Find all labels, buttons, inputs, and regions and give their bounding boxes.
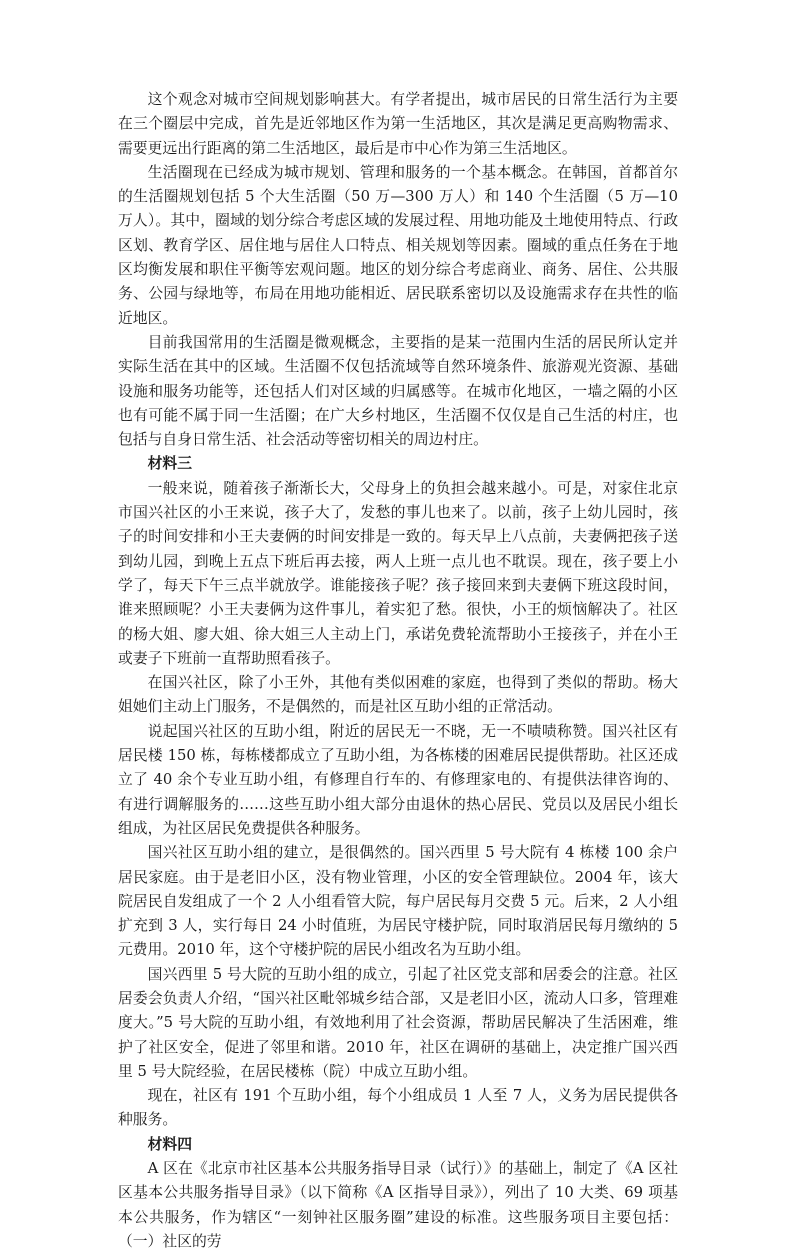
paragraph: 一般来说，随着孩子渐渐长大，父母身上的负担会越来越小。可是，对家住北京市国兴社区的小王来说，孩子大了，发愁的事儿也来了。以前，孩子上幼儿园时，孩子的时间安排和小王夫妻俩的时间安排是一致的。每天早上八点前，夫妻俩把孩子送到幼儿园，到晚上五点下班后再去接，两人上班一点儿也不耽误。现在，孩子要上小学了，每天下午三点半就放学。谁能接孩子呢？孩子接回来到夫妻俩下班这段时间，谁来照顾呢？小王夫妻俩为这件事儿，着实犯了愁。很快，小王的烦恼解决了。社区的杨大姐、廖大姐、徐大姐三人主动上门，承诺免费轮流帮助小王接孩子，并在小王或妻子下班前一直帮助照看孩子。 [118,479,678,667]
paragraph: 国兴西里 5 号大院的互助小组的成立，引起了社区党支部和居委会的注意。社区居委会负责人介绍，“国兴社区毗邻城乡结合部，又是老旧小区，流动人口多，管理难度大。”5 号大院的互助小组，有效地利用了社会资源，帮助居民解决了生活困难，维护了社区安全，促进了邻里和谐。2010 年，社区在调研的基础上，决定推广国兴西里 5 号大院经验，在居民楼栋（院）中成立互助小组。 [118,965,678,1080]
paragraph: 目前我国常用的生活圈是微观概念，主要指的是某一范围内生活的居民所认定并实际生活在其中的区域。生活圈不仅包括流域等自然环境条件、旅游观光资源、基础设施和服务功能等，还包括人们对区域的归属感等。在城市化地区，一墙之隔的小区也有可能不属于同一生活圈；在广大乡村地区，生活圈不仅仅是自己生活的村庄，也包括与自身日常生活、社会活动等密切相关的周边村庄。 [118,333,678,449]
section-heading-material-3: 材料三 [147,455,192,473]
paragraph: A 区在《北京市社区基本公共服务指导目录（试行）》的基础上，制定了《A 区社区基本公共服务指导目录》（以下简称《A 区指导目录》），列出了 10 大类、69 项基本公共服务，作为辖区“一刻钟社区服务圈”建设的标准。这些服务项目主要包括：（一）社区的劳 [118,1160,678,1250]
section-heading-material-4: 材料四 [147,1135,192,1153]
paragraph: 这个观念对城市空间规划影响甚大。有学者提出，城市居民的日常生活行为主要在三个圈层中完成，首先是近邻地区作为第一生活地区，其次是满足更高购物需求、需要更远出行距离的第二生活地区，最后是市中心作为第三生活地区。 [118,91,678,157]
paragraph: 说起国兴社区的互助小组，附近的居民无一不晓，无一不啧啧称赞。国兴社区有居民楼 150 栋，每栋楼都成立了互助小组，为各栋楼的困难居民提供帮助。社区还成立了 40 余个专业互助小组，有修理自行车的、有修理家电的、有提供法律咨询的、有进行调解服务的……这些互助小组大部分由退休的热心居民、党员以及居民小组长组成，为社区居民免费提供各种服务。 [118,722,678,837]
document-page [118,88,678,1254]
paragraph: 国兴社区互助小组的建立，是很偶然的。国兴西里 5 号大院有 4 栋楼 100 余户居民家庭。由于是老旧小区，没有物业管理，小区的安全管理缺位。2004 年，该大院居民自发组成了一个 2 人小组看管大院，每户居民每月交费 5 元。后来，2 人小组扩充到 3 人，实行每日 24 小时值班，为居民守楼护院，同时取消居民每月缴纳的 5 元费用。2010 年，这个守楼护院的居民小组改名为互助小组。 [118,844,678,959]
paragraph: 在国兴社区，除了小王外，其他有类似困难的家庭，也得到了类似的帮助。杨大姐她们主动上门服务，不是偶然的，而是社区互助小组的正常活动。 [118,674,678,716]
paragraph: 现在，社区有 191 个互助小组，每个小组成员 1 人至 7 人，义务为居民提供各种服务。 [118,1087,678,1129]
paragraph: 生活圈现在已经成为城市规划、管理和服务的一个基本概念。在韩国，首都首尔的生活圈规划包括 5 个大生活圈（50 万—300 万人）和 140 个生活圈（5 万—10 万人）。其中，圈域的划分综合考虑区域的发展过程、用地功能及土地使用特点、行政区划、教育学区、居住地与居住人口特点、相关规划等因素。圈域的重点任务在于地区均衡发展和职住平衡等宏观问题。地区的划分综合考虑商业、商务、居住、公共服务、公园与绿地等，布局在用地功能相近、居民联系密切以及设施需求存在共性的临近地区。 [118,163,678,327]
